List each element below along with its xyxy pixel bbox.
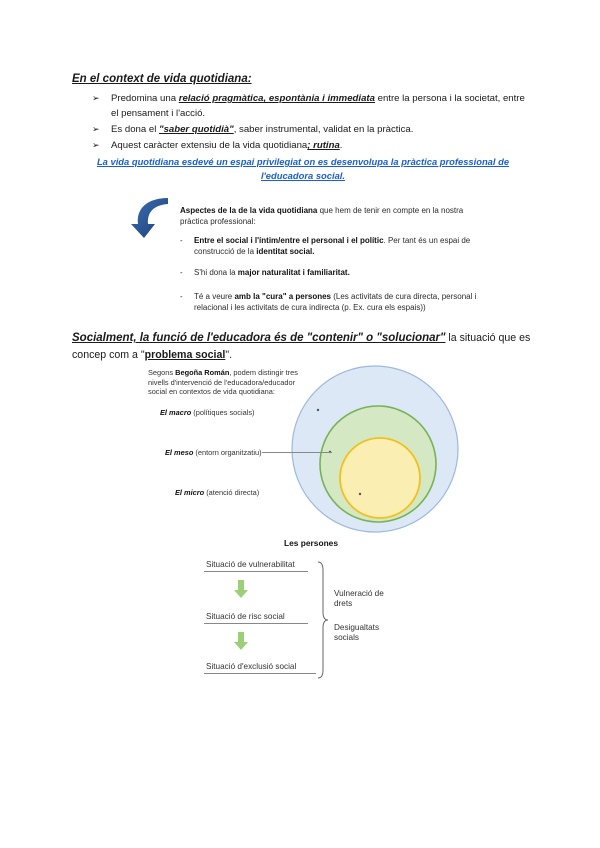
level-micro-label: El micro (atenció directa) bbox=[175, 488, 260, 497]
down-arrow-icon bbox=[234, 632, 248, 650]
level-macro-label: El macro (polítiques socials) bbox=[160, 408, 255, 417]
step-underline bbox=[204, 623, 308, 624]
section-heading-vida-quotidiana: En el context de vida quotidiana: bbox=[72, 73, 252, 85]
circles-intro: Segons Begoña Román, podem distingir tres nivells d'intervenció de l'educadora/educador social en contextos de vida quotidiana: bbox=[148, 368, 298, 396]
highlight-link-text: La vida quotidiana esdevé un espai privilegiat on es desenvolupa la pràctica professional de l'educadora social. bbox=[96, 156, 510, 181]
section-heading-socialment: Socialment, la funció de l'educadora és de "contenir" o "solucionar" la situació que es concep com a "problema social". bbox=[72, 332, 531, 361]
aspects-title: Aspectes de la de la vida quotidiana que hem de tenir en compte en la nostra pràctica professional: bbox=[180, 206, 464, 226]
aspects-box bbox=[180, 206, 480, 227]
bracket-brace bbox=[316, 560, 330, 680]
curved-arrow-icon bbox=[128, 196, 176, 240]
emphasis-text: ; rutina bbox=[307, 140, 340, 151]
arrow-bullet-icon: ➢ bbox=[92, 93, 100, 103]
aspects-item: - Entre el social i l'íntim/entre el personal i el polític. Per tant és un espai de construcció de la identitat social. bbox=[180, 236, 471, 256]
step-underline bbox=[204, 571, 308, 572]
arrow-bullet-icon: ➢ bbox=[92, 124, 100, 134]
bullet-item: ➢ Es dona el "saber quotidià", saber instrumental, validat en la pràctica. bbox=[92, 124, 414, 135]
emphasis-text: "saber quotidià" bbox=[159, 124, 234, 135]
arrow-bullet-icon: ➢ bbox=[92, 140, 100, 150]
flow-title: Les persones bbox=[284, 538, 338, 548]
flow-step: Situació de risc social bbox=[206, 612, 285, 621]
emphasis-text: relació pragmàtica, espontània i immediata bbox=[178, 93, 375, 104]
levels-circles-diagram bbox=[290, 364, 460, 534]
flow-label: Desigualtats socials bbox=[334, 623, 380, 642]
aspects-item: - S'hi dona la major naturalitat i familiaritat. bbox=[180, 268, 350, 277]
step-underline bbox=[204, 673, 316, 674]
flow-label: Vulneració de drets bbox=[334, 589, 384, 608]
micro-circle bbox=[340, 438, 420, 518]
flow-step: Situació d'exclusió social bbox=[206, 662, 297, 671]
bullet-item: ➢ Predomina una relació pragmàtica, espontània i immediata entre la persona i la societat, entre el pensament i l'acció. bbox=[92, 93, 525, 119]
down-arrow-icon bbox=[234, 580, 248, 598]
meso-pointer-line bbox=[262, 452, 332, 453]
level-meso-label: El meso (entorn organitzatiu) bbox=[165, 448, 262, 457]
flow-step: Situació de vulnerabilitat bbox=[206, 560, 295, 569]
bullet-item: ➢ Aquest caràcter extensiu de la vida quotidiana; rutina. bbox=[92, 140, 343, 151]
aspects-item: - Té a veure amb la "cura" a persones (Les activitats de cura directa, personal i relacional i les activitats de cura indirecta (p. Ex. cura els espais)) bbox=[180, 292, 477, 312]
